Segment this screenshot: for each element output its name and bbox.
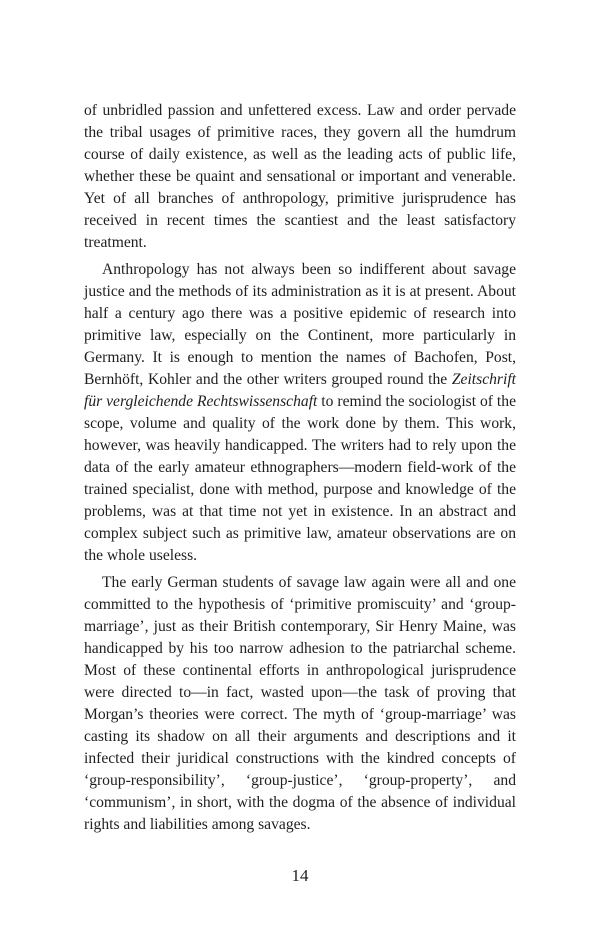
paragraph-2-text-start: Anthropology has not always been so indifferent about savage justice and the methods of its administration as it is at present. About half a century ago there was a positive epidemic of research into primitive law, especially on the Continent, more particularly in Germany. It is enough to mention the names of Bachofen, Post, Bernhöft, Kohler and the other writers grouped round the (84, 261, 516, 388)
paragraph-2 (84, 259, 516, 567)
paragraph-2-text-end: to remind the sociologist of the scope, volume and quality of the work done by them. This work, however, was heavily handicapped. The writers had to rely upon the data of the early amateur ethnographers—modern field-work of the trained specialist, done with method, purpose and knowledge of the problems, was at that time not yet in existence. In an abstract and complex subject such as primitive law, amateur observations are on the whole useless. (84, 393, 516, 564)
paragraph-1: of unbridled passion and unfettered excess. Law and order pervade the tribal usages of primitive races, they govern all the humdrum course of daily existence, as well as the leading acts of public life, whether these be quaint and sensational or important and venerable. Yet of all branches of anthropology, primitive jurisprudence has received in recent times the scantiest and the least satisfactory treatment. (84, 102, 516, 251)
page-number: 14 (291, 866, 309, 885)
paragraph-3: The early German students of savage law again were all and one committed to the hypothesis of ‘primitive promiscuity’ and ‘group-marriage’, just as their British contemporary, Sir Henry Maine, was handicapped by his too narrow adhesion to the patriarchal scheme. Most of these continental efforts in anthropological jurisprudence were directed to—in fact, wasted upon—the task of proving that Morgan’s theories were correct. The myth of ‘group-marriage’ was casting its shadow on all their arguments and descriptions and it infected their juridical constructions with the kindred concepts of ‘group-responsibility’, ‘group-justice’, ‘group-property’, and ‘communism’, in short, with the dogma of the absence of individual rights and liabilities among savages. (84, 574, 516, 833)
page-body-text (84, 100, 516, 841)
journal-title-italic: Zeitschrift für vergleichende Rechtswissenschaft (84, 371, 516, 410)
